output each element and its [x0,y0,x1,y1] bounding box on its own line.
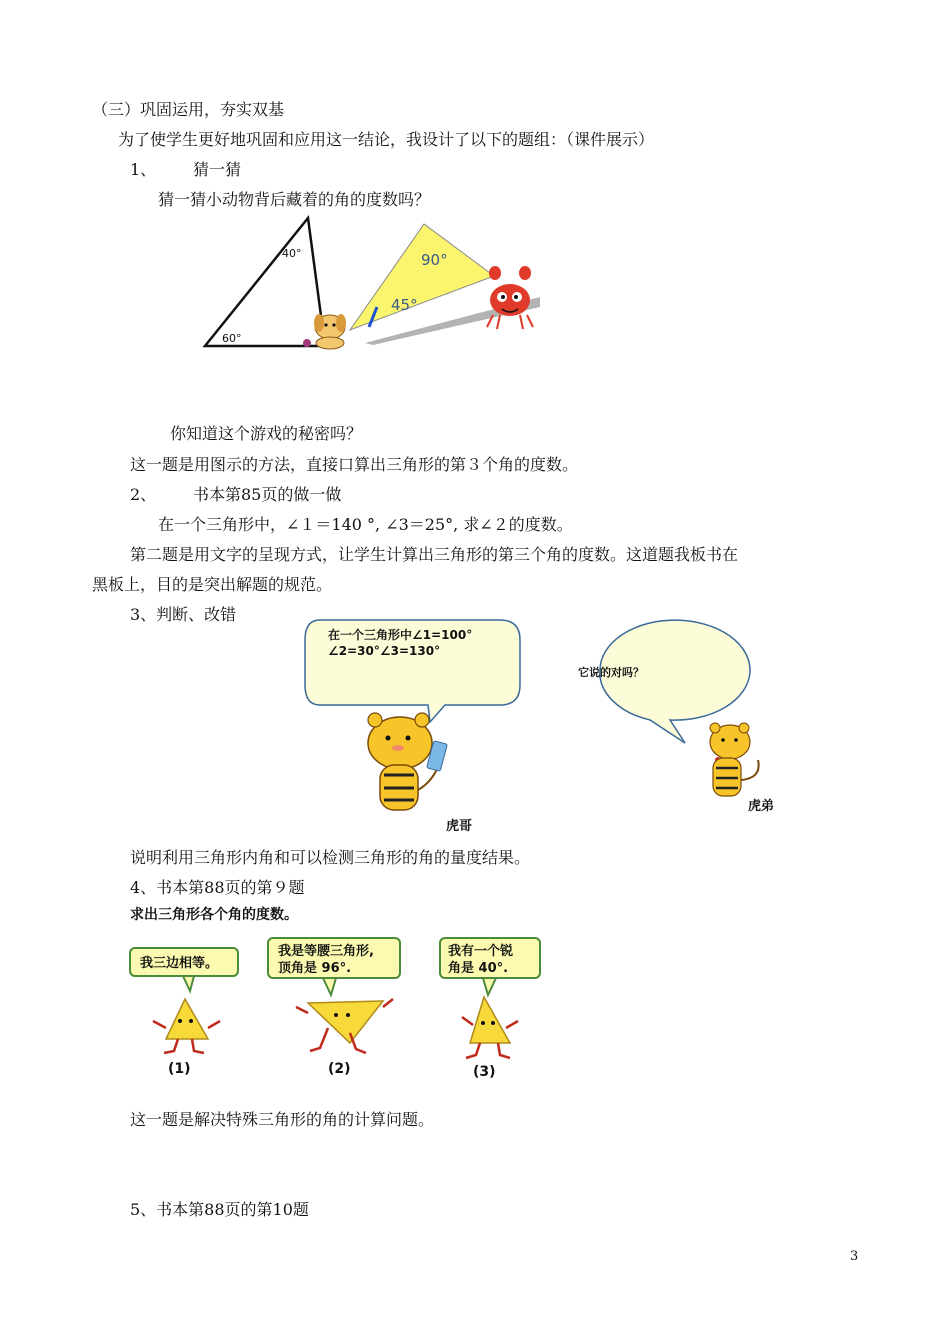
dog-icon [303,314,346,349]
q3-explain: 说明利用三角形内角和可以检测三角形的角的量度结果。 [130,848,531,867]
q4-figure-title: 求出三角形各个角的度数。 [130,907,298,923]
q2-explain-line2: 黑板上，目的是突出解题的规范。 [92,575,333,594]
q1-number: 1、 [130,160,157,179]
bubble2-text: 它说的对吗？ [578,666,644,679]
bubble1-line1: 在一个三角形中∠1=100° [328,628,473,642]
item1-label: (1) [168,1061,191,1077]
q2-number: 2、 [130,485,157,504]
tiger-big-icon [368,713,447,810]
tiger-small-icon [710,723,759,796]
angle-45-label: 45° [391,296,418,314]
item3-bubble-line2: 角是 40°. [448,961,509,976]
tiger-big-label: 虎哥 [446,819,473,834]
q5-title: 5、书本第88页的第10题 [130,1200,309,1219]
item2-bubble-line2: 顶角是 96°. [278,961,352,976]
angle-top-label: 40° [282,247,302,260]
item2-bubble-line1: 我是等腰三角形, [278,944,374,959]
equilateral-triangle-icon [153,999,220,1053]
q1-explain: 这一题是用图示的方法，直接口算出三角形的第３个角的度数。 [130,455,579,474]
q1-prompt: 猜一猜小动物背后藏着的角的度数吗？ [158,190,431,209]
section-heading: （三）巩固运用，夯实双基 [92,100,285,119]
q1-title: 猜一猜 [193,160,242,179]
item3-label: (3) [473,1064,496,1080]
left-triangle [205,218,325,346]
isosceles-triangle-icon [296,999,393,1053]
acute-triangle-icon [462,997,518,1058]
q4-explain: 这一题是解决特殊三角形的角的计算问题。 [130,1110,435,1129]
item2-label: (2) [328,1061,351,1077]
q2-problem: 在一个三角形中，∠１＝140 °, ∠3＝25°, 求∠２的度数。 [158,515,573,534]
q1-question: 你知道这个游戏的秘密吗？ [170,424,363,443]
q1-figure [195,215,555,355]
tiger-small-label: 虎弟 [748,799,775,814]
angle-90-label: 90° [421,251,448,269]
angle-left-label: 60° [222,332,242,345]
item3-bubble-line1: 我有一个锐 [448,944,514,959]
intro-paragraph: 为了使学生更好地巩固和应用这一结论，我设计了以下的题组：（课件展示） [118,130,655,149]
q4-figure [128,903,568,1083]
q2-explain-line1: 第二题是用文字的呈现方式，让学生计算出三角形的第三个角的度数。这道题我板书在 [130,545,739,564]
item1-bubble-text: 我三边相等。 [140,956,219,971]
yellow-triangle [350,224,494,330]
page-number: 3 [850,1249,859,1264]
bubble1-line2: ∠2=30°∠3=130° [328,644,441,658]
q3-title: 3、判断、改错 [130,605,237,624]
q4-title: 4、书本第88页的第９题 [130,878,305,897]
crab-icon [487,266,533,329]
q3-figure [300,610,800,835]
q2-title: 书本第85页的做一做 [193,485,342,504]
